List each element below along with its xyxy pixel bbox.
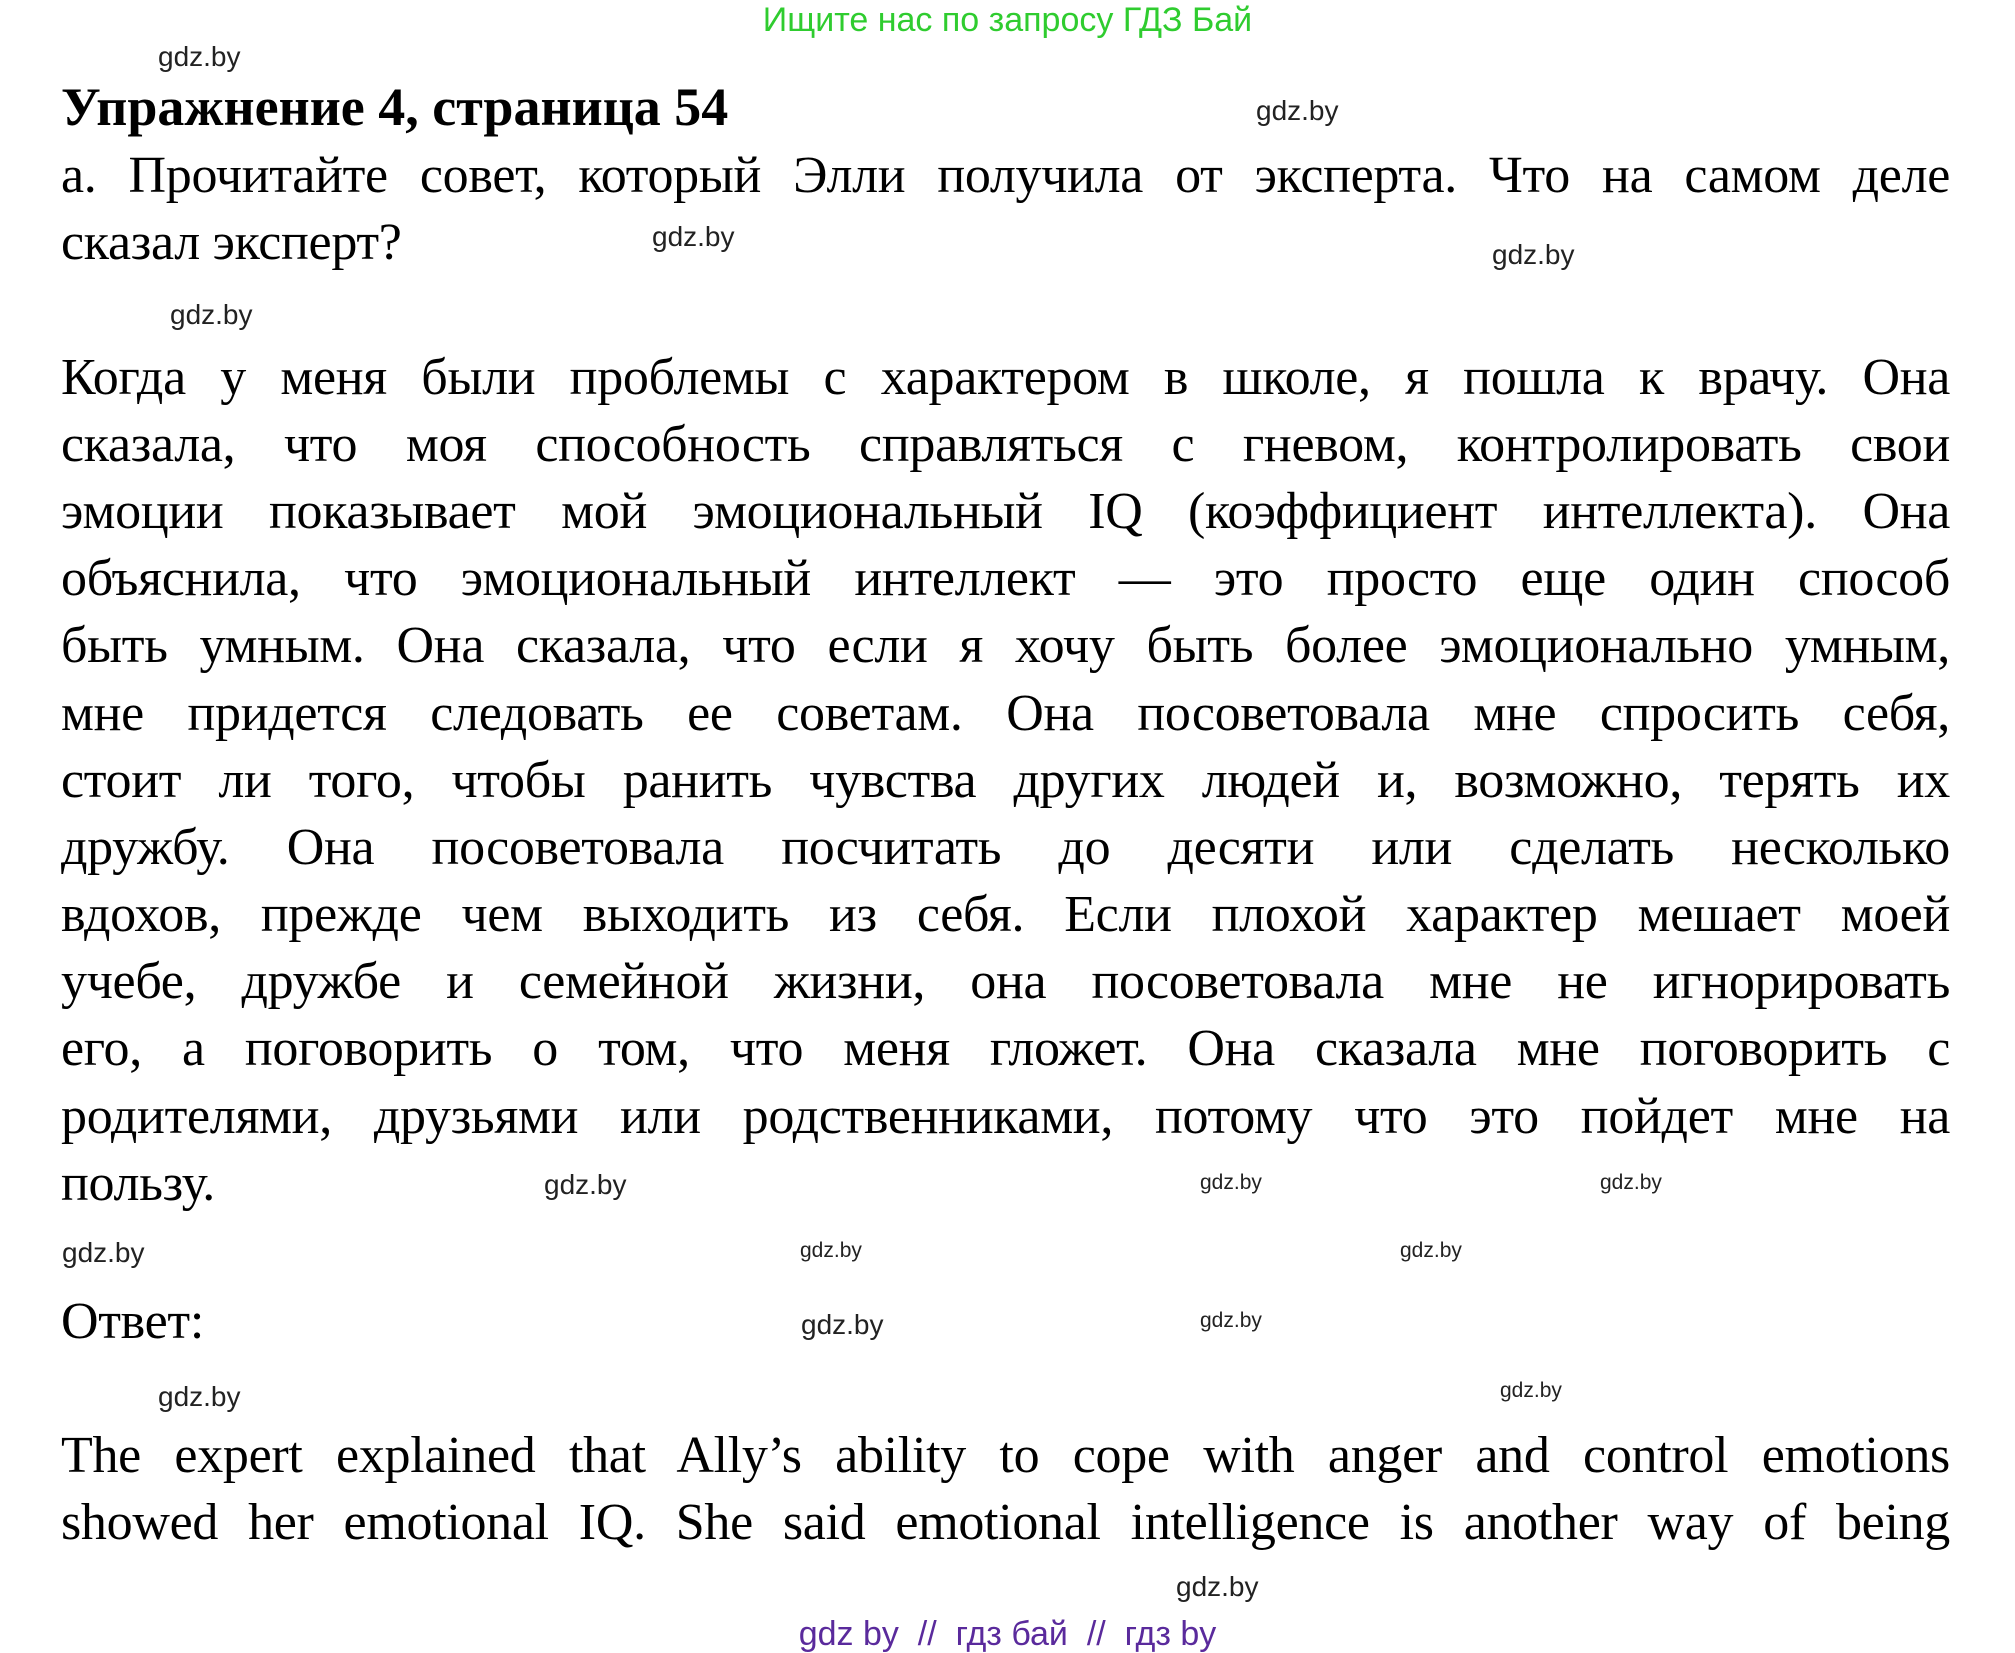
watermark: gdz.by bbox=[1492, 239, 1575, 270]
answer-line: The expert explained that Ally’s ability to cope with anger and control emotions bbox=[61, 1427, 1950, 1484]
watermark: gdz.by bbox=[1600, 1171, 1662, 1194]
text-line: эмоции показывает мой эмоциональный IQ (коэффициент интеллекта). Она bbox=[61, 483, 1950, 540]
answer-line: showed her emotional IQ. She said emotional intelligence is another way of being bbox=[61, 1494, 1950, 1551]
watermark: gdz.by bbox=[1176, 1571, 1259, 1602]
watermark: gdz.by bbox=[1400, 1239, 1462, 1262]
text-line: дружбу. Она посоветовала посчитать до десяти или сделать несколько bbox=[61, 819, 1950, 876]
text-line: быть умным. Она сказала, что если я хочу быть более эмоционально умным, bbox=[61, 617, 1950, 674]
watermark: gdz.by bbox=[158, 41, 241, 72]
watermark: gdz.by bbox=[1256, 95, 1339, 126]
watermark: gdz.by bbox=[801, 1309, 884, 1340]
watermark: gdz.by bbox=[652, 221, 735, 252]
text-line: пользу. bbox=[61, 1155, 215, 1212]
answer-label: Ответ: bbox=[61, 1293, 204, 1350]
search-banner: Ищите нас по запросу ГДЗ Бай bbox=[762, 1, 1253, 39]
text-line: родителями, друзьями или родственниками, потому что это пойдет мне на bbox=[61, 1088, 1950, 1145]
watermark: gdz.by bbox=[170, 299, 253, 330]
task-line: а. Прочитайте совет, который Элли получила от эксперта. Что на самом деле bbox=[61, 147, 1950, 204]
text-line: стоит ли того, чтобы ранить чувства других людей и, возможно, терять их bbox=[61, 752, 1950, 809]
text-line: учебе, дружбе и семейной жизни, она посоветовала мне не игнорировать bbox=[61, 953, 1950, 1010]
page-title: Упражнение 4, страница 54 bbox=[61, 77, 729, 137]
text-line: объяснила, что эмоциональный интеллект — это просто еще один способ bbox=[61, 550, 1950, 607]
text-line: мне придется следовать ее советам. Она посоветовала мне спросить себя, bbox=[61, 685, 1950, 742]
text-line: его, а поговорить о том, что меня гложет. Она сказала мне поговорить с bbox=[61, 1020, 1950, 1077]
task-line: сказал эксперт? bbox=[61, 214, 402, 271]
watermark: gdz.by bbox=[62, 1237, 145, 1268]
watermark: gdz.by bbox=[800, 1239, 862, 1262]
watermark: gdz.by bbox=[1200, 1171, 1262, 1194]
watermark: gdz.by bbox=[158, 1381, 241, 1412]
watermark: gdz.by bbox=[1200, 1309, 1262, 1332]
footer-links[interactable]: gdz by // гдз бай // гдз by bbox=[798, 1615, 1217, 1653]
watermark: gdz.by bbox=[1500, 1379, 1562, 1402]
text-line: вдохов, прежде чем выходить из себя. Если плохой характер мешает моей bbox=[61, 886, 1950, 943]
text-line: Когда у меня были проблемы с характером в школе, я пошла к врачу. Она bbox=[61, 349, 1950, 406]
text-line: сказала, что моя способность справляться с гневом, контролировать свои bbox=[61, 416, 1950, 473]
watermark: gdz.by bbox=[544, 1169, 627, 1200]
